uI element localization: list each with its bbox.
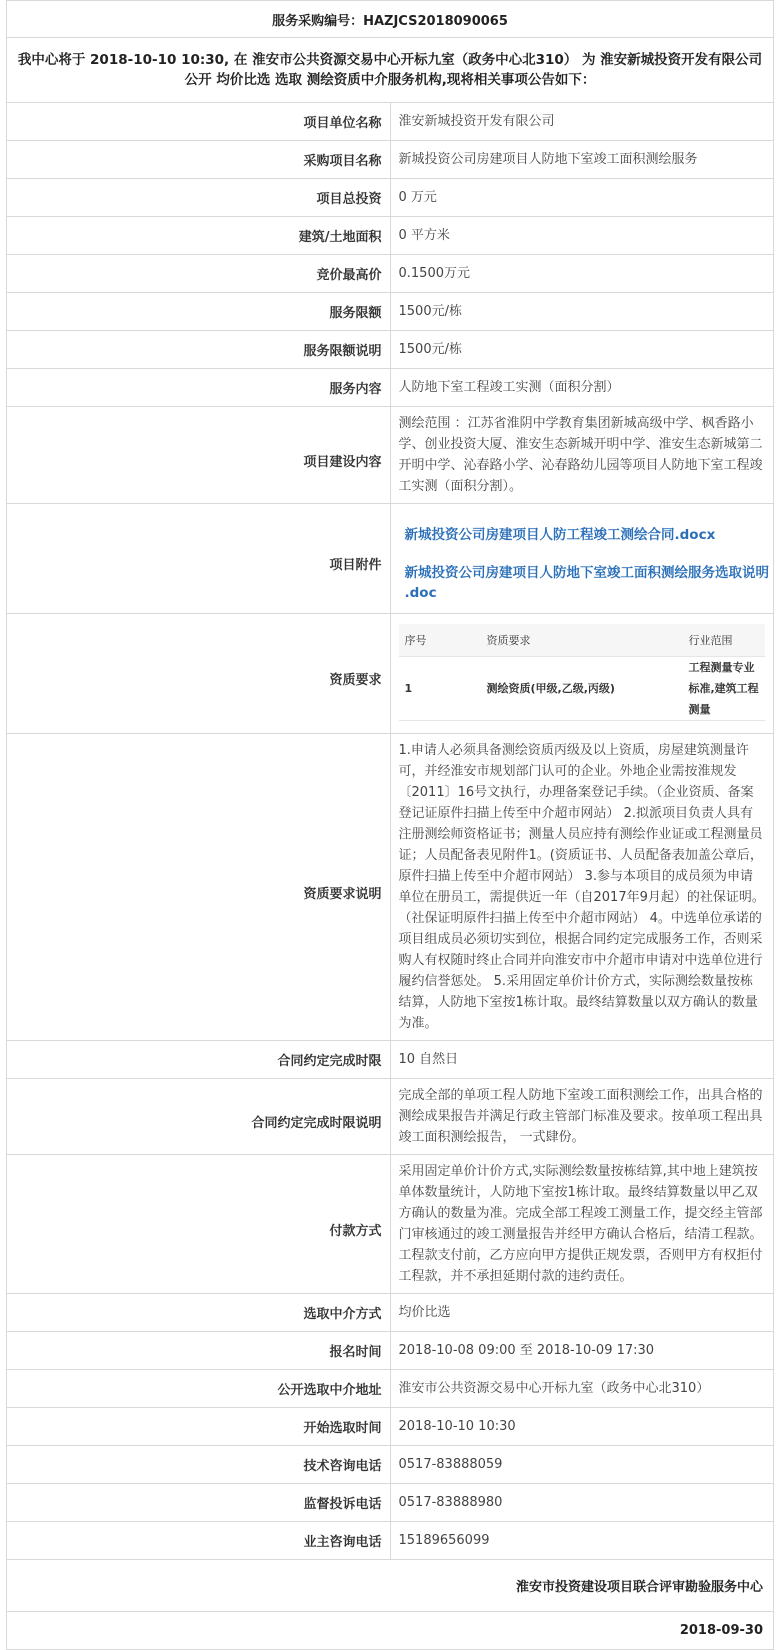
label-complaint-phone: 监督投诉电话 <box>7 1484 391 1522</box>
label-deadline-desc: 合同约定完成时限说明 <box>7 1079 391 1155</box>
label-owner-phone: 业主咨询电话 <box>7 1522 391 1560</box>
row-registration-time <box>7 1332 774 1370</box>
value-registration-time: 2018-10-08 09:00 至 2018-10-09 17:30 <box>390 1332 774 1370</box>
row-payment <box>7 1155 774 1294</box>
row-max-price <box>7 255 774 293</box>
row-deadline-desc <box>7 1079 774 1155</box>
value-max-price: 0.1500万元 <box>390 255 774 293</box>
announcement-intro: 我中心将于 2018-10-10 10:30, 在 淮安市公共资源交易中心开标九室（政务中心北310） 为 淮安新城投资开发有限公司 公开 均价比选 选取 测绘资质中介服务机构,现将相关事项公告如下： <box>7 38 774 103</box>
label-deadline: 合同约定完成时限 <box>7 1041 391 1079</box>
row-deadline <box>7 1041 774 1079</box>
value-area: 0 平方米 <box>390 217 774 255</box>
label-qualification: 资质要求 <box>7 614 391 734</box>
value-deadline: 10 自然日 <box>390 1041 774 1079</box>
value-complaint-phone: 0517-83888980 <box>390 1484 774 1522</box>
qualification-cell-scope: 工程测量专业标准,建筑工程测量 <box>683 657 766 721</box>
value-service-content: 人防地下室工程竣工实测（面积分割） <box>390 369 774 407</box>
label-qualification-desc: 资质要求说明 <box>7 734 391 1041</box>
label-service-limit-desc: 服务限额说明 <box>7 331 391 369</box>
label-selection-address: 公开选取中介地址 <box>7 1370 391 1408</box>
qualification-table <box>399 624 766 721</box>
value-payment: 采用固定单价计价方式,实际测绘数量按栋结算,其中地上建筑按单体数量统计，人防地下室按1栋计取。最终结算数量以甲乙双方确认的数量为准。完成全部工程竣工测量工作，提交经主管部门审核通过的竣工测量报告并经甲方确认合格后，结清工程款。工程款支付前，乙方应向甲方提供正规发票，否则甲方有权拒付工程款，并不承担延期付款的违约责任。 <box>390 1155 774 1294</box>
attachment-link-instructions[interactable]: 新城投资公司房建项目人防地下室竣工面积测绘服务选取说明 .doc <box>405 563 780 603</box>
label-max-price: 竞价最高价 <box>7 255 391 293</box>
row-project-name <box>7 141 774 179</box>
label-service-content: 服务内容 <box>7 369 391 407</box>
row-attachments <box>7 504 774 614</box>
footer-org: 淮安市投资建设项目联合评审勘验服务中心 <box>7 1560 774 1612</box>
attachment-link-contract[interactable]: 新城投资公司房建项目人防工程竣工测绘合同.docx <box>405 525 766 545</box>
value-project-unit: 淮安新城投资开发有限公司 <box>390 103 774 141</box>
qualification-cell <box>390 614 774 734</box>
row-tech-phone <box>7 1446 774 1484</box>
row-service-limit-desc <box>7 331 774 369</box>
row-start-time <box>7 1408 774 1446</box>
announcement-table <box>6 0 774 1650</box>
value-tech-phone: 0517-83888059 <box>390 1446 774 1484</box>
value-start-time: 2018-10-10 10:30 <box>390 1408 774 1446</box>
row-owner-phone <box>7 1522 774 1560</box>
row-selection-method <box>7 1294 774 1332</box>
label-project-name: 采购项目名称 <box>7 141 391 179</box>
row-qualification <box>7 614 774 734</box>
label-project-unit: 项目单位名称 <box>7 103 391 141</box>
label-construction-content: 项目建设内容 <box>7 407 391 504</box>
value-construction-content: 测绘范围 ：江苏省淮阴中学教育集团新城高级中学、枫香路小学、创业投资大厦、淮安生态新城开明中学、淮安生态新城第二开明中学、沁春路小学、沁春路幼儿园等项目人防地下室工程竣工实测（面积分割）。 <box>390 407 774 504</box>
label-service-limit: 服务限额 <box>7 293 391 331</box>
label-attachments: 项目附件 <box>7 504 391 614</box>
row-qualification-desc <box>7 734 774 1041</box>
procurement-number-title: 服务采购编号：HAZJCS2018090065 <box>7 1 774 38</box>
qualification-header-row <box>399 624 766 657</box>
row-area <box>7 217 774 255</box>
row-footer-date <box>7 1612 774 1650</box>
qualification-header-requirement: 资质要求 <box>481 624 683 657</box>
row-footer-org <box>7 1560 774 1612</box>
value-selection-address: 淮安市公共资源交易中心开标九室（政务中心北310） <box>390 1370 774 1408</box>
label-selection-method: 选取中介方式 <box>7 1294 391 1332</box>
label-start-time: 开始选取时间 <box>7 1408 391 1446</box>
row-selection-address <box>7 1370 774 1408</box>
value-total-investment: 0 万元 <box>390 179 774 217</box>
value-owner-phone: 15189656099 <box>390 1522 774 1560</box>
qualification-header-index: 序号 <box>399 624 481 657</box>
qualification-header-scope: 行业范围 <box>683 624 766 657</box>
value-selection-method: 均价比选 <box>390 1294 774 1332</box>
announcement <box>6 0 774 1650</box>
value-service-limit-desc: 1500元/栋 <box>390 331 774 369</box>
label-registration-time: 报名时间 <box>7 1332 391 1370</box>
label-tech-phone: 技术咨询电话 <box>7 1446 391 1484</box>
row-project-unit <box>7 103 774 141</box>
value-qualification-desc: 1.申请人必须具备测绘资质丙级及以上资质，房屋建筑测量许可，并经淮安市规划部门认可的企业。外地企业需按淮规发〔2011〕16号文执行，办理备案登记手续。（企业资质、备案登记证原件扫描上传至中介超市网站） 2.拟派项目负责人具有注册测绘师资格证书；测量人员应持有测绘作业证或工程测量员证；人员配备表见附件1。(资质证书、人员配备表加盖公章后，原件扫描上传至中介超市网站） 3.参与本项目的成员须为申请单位在册员工，需提供近一年（自2017年9月起）的社保证明。（社保证明原件扫描上传至中介超市网站） 4。中选单位承诺的项目组成员必须切实到位，根据合同约定完成服务工作，否则采购人有权随时终止合同并向淮安市中介超市申请对中选单位进行履约信誉惩处。 5.采用固定单价计价方式，实际测绘数量按栋结算，人防地下室按1栋计取。最终结算数量以双方确认的数量为准。 <box>390 734 774 1041</box>
label-payment: 付款方式 <box>7 1155 391 1294</box>
value-service-limit: 1500元/栋 <box>390 293 774 331</box>
qualification-cell-index: 1 <box>399 657 481 721</box>
label-total-investment: 项目总投资 <box>7 179 391 217</box>
attachments-cell <box>390 504 774 614</box>
qualification-cell-requirement: 测绘资质(甲级,乙级,丙级) <box>481 657 683 721</box>
footer-date: 2018-09-30 <box>7 1612 774 1650</box>
value-project-name: 新城投资公司房建项目人防地下室竣工面积测绘服务 <box>390 141 774 179</box>
value-deadline-desc: 完成全部的单项工程人防地下室竣工面积测绘工作，出具合格的测绘成果报告并满足行政主管部门标准及要求。按单项工程出具竣工面积测绘报告， 一式肆份。 <box>390 1079 774 1155</box>
row-complaint-phone <box>7 1484 774 1522</box>
label-area: 建筑/土地面积 <box>7 217 391 255</box>
row-service-content <box>7 369 774 407</box>
row-service-limit <box>7 293 774 331</box>
row-total-investment <box>7 179 774 217</box>
table-row <box>399 657 766 721</box>
row-construction-content <box>7 407 774 504</box>
